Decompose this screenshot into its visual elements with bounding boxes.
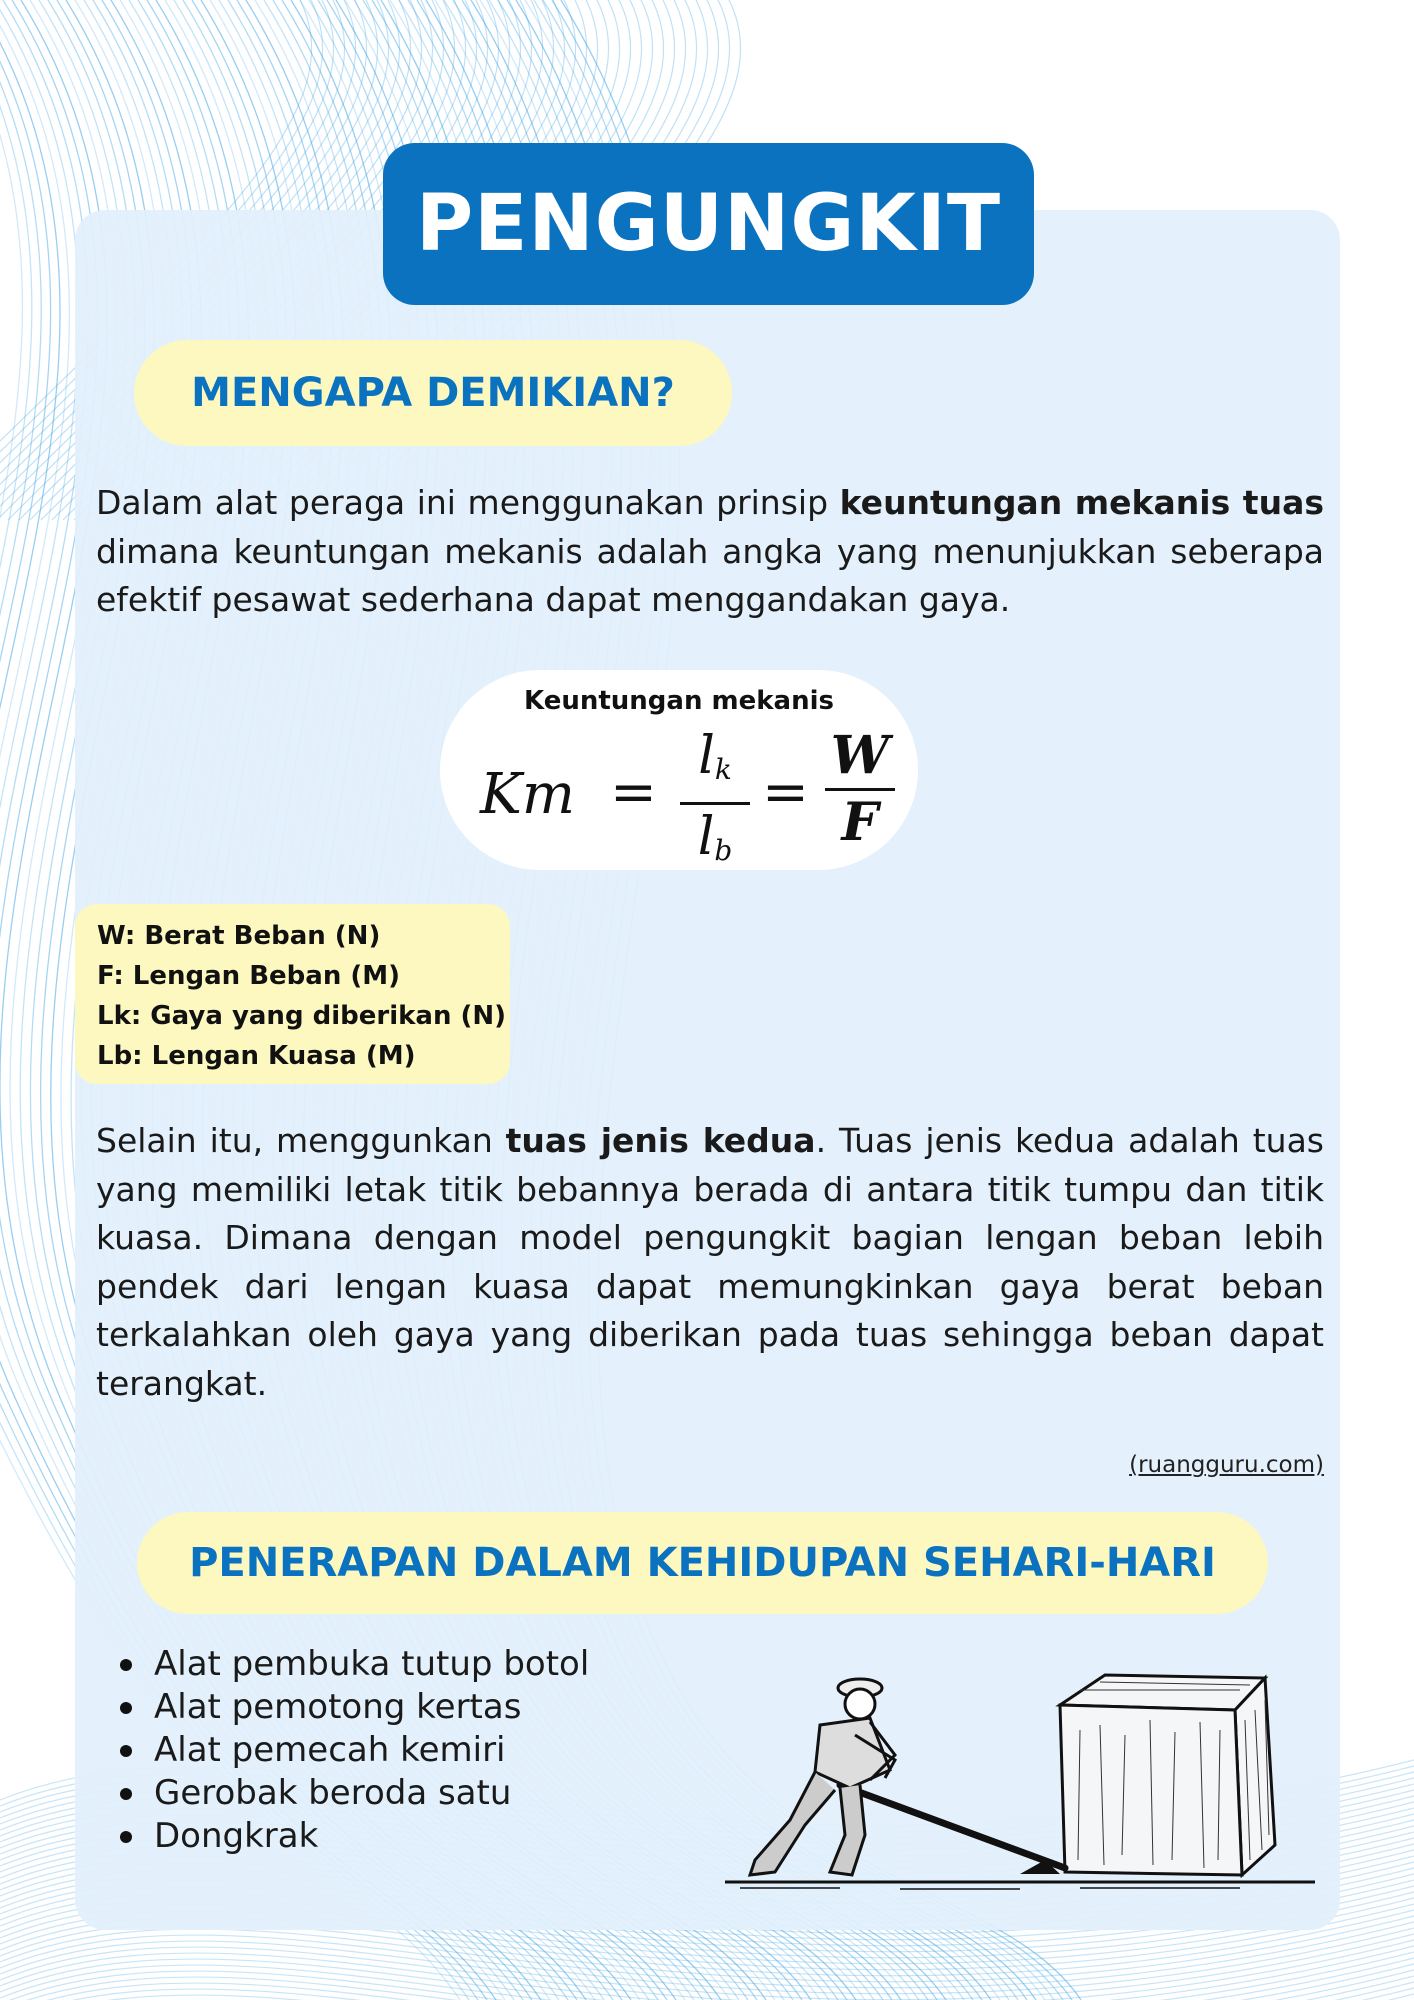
fraction-denominator: F <box>841 792 879 853</box>
list-item-text: Gerobak beroda satu <box>154 1773 512 1813</box>
formula <box>470 725 890 867</box>
list-item <box>112 1686 589 1729</box>
bullet-icon <box>120 1702 132 1714</box>
subscript: b <box>714 834 733 867</box>
equals-sign: = <box>610 760 657 825</box>
formula-box <box>440 670 918 870</box>
legend-item: W: Berat Beban (N) <box>97 921 381 951</box>
bullet-icon <box>120 1745 132 1757</box>
formula-label: Keuntungan mekanis <box>524 686 834 716</box>
text-run: dimana keuntungan mekanis adalah angka yang menunjukkan seberapa efektif pesawat sederhana dapat menggandakan gaya. <box>96 531 1324 619</box>
list-item-text: Alat pembuka tutup botol <box>154 1644 590 1684</box>
man-lever-block-illustration <box>720 1660 1320 1900</box>
legend-item: Lk: Gaya yang diberikan (N) <box>97 1001 507 1031</box>
list-item-text: Alat pemecah kemiri <box>154 1730 506 1770</box>
list-item-text: Alat pemotong kertas <box>154 1687 522 1727</box>
section-heading-applications <box>137 1512 1268 1614</box>
applications-list <box>112 1643 589 1858</box>
bold-term: keuntungan mekanis tuas <box>839 483 1324 522</box>
fraction-bar <box>825 788 895 791</box>
list-item <box>112 1729 589 1772</box>
legend-item: Lb: Lengan Kuasa (M) <box>97 1041 416 1071</box>
intro-paragraph <box>96 479 1324 625</box>
source-citation: (ruangguru.com) <box>1129 1452 1324 1478</box>
bullet-icon <box>120 1788 132 1800</box>
legend-item: F: Lengan Beban (M) <box>97 961 401 991</box>
text-run: Dalam alat peraga ini menggunakan prinsip <box>96 483 840 522</box>
variable: l <box>698 726 715 786</box>
section-heading-text: PENERAPAN DALAM KEHIDUPAN SEHARI-HARI <box>189 1540 1216 1586</box>
bullet-icon <box>120 1659 132 1671</box>
fraction-denominator <box>680 807 750 881</box>
section-heading-why <box>134 340 732 446</box>
title-banner <box>383 143 1034 305</box>
fraction-numerator: W <box>830 725 890 786</box>
list-item-text: Dongkrak <box>154 1816 319 1856</box>
fraction-numerator <box>680 726 750 800</box>
list-item <box>112 1643 589 1686</box>
text-run: . Tuas jenis kedua adalah tuas yang memiliki letak titik bebannya berada di antara titik tumpu dan titik kuasa. Dimana dengan model pengungkit bagian lengan beban lebih pendek dari lengan kuasa dapat memungkinkan gaya berat beban terkalahkan oleh gaya yang diberikan pada tuas sehingga beban dapat terangkat. <box>96 1121 1325 1403</box>
fraction-lk-lb <box>680 726 750 881</box>
page-title: PENGUNGKIT <box>415 179 1002 269</box>
lever-type-paragraph <box>96 1117 1324 1408</box>
subscript: k <box>714 753 732 786</box>
variable-legend <box>75 904 510 1084</box>
equals-sign: = <box>762 760 809 825</box>
fraction-bar <box>680 802 750 805</box>
text-run: Selain itu, menggunkan <box>96 1121 506 1160</box>
list-item <box>112 1772 589 1815</box>
list-item <box>112 1815 589 1858</box>
bullet-icon <box>120 1831 132 1843</box>
variable: l <box>697 807 715 867</box>
fraction-w-f <box>825 726 895 853</box>
section-heading-text: MENGAPA DEMIKIAN? <box>191 370 675 416</box>
bold-term: tuas jenis kedua <box>505 1121 816 1160</box>
formula-lhs: Km <box>480 762 575 827</box>
